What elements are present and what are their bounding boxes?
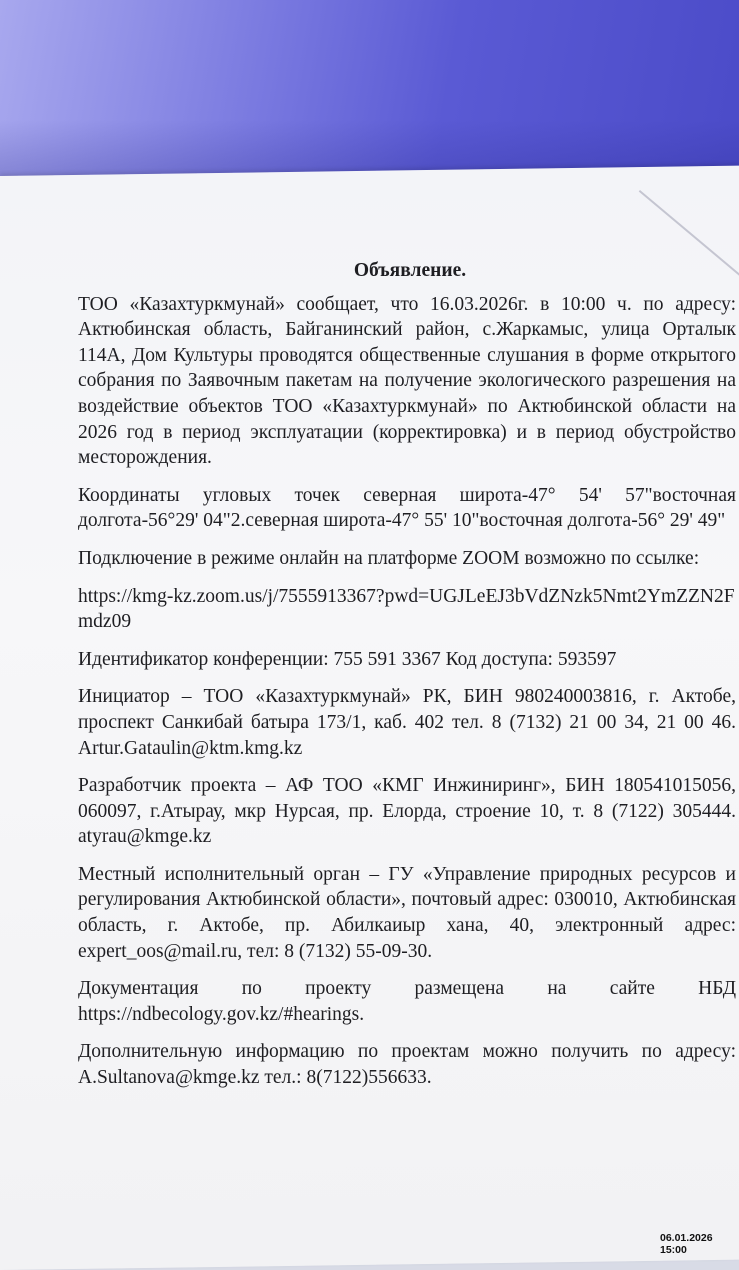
additional-info-paragraph: Дополнительную информацию по проектам можно получить по адресу: A.Sultanova@kmge.kz тел.: 8(7122)556633. <box>78 1041 736 1089</box>
announcement-document <box>78 258 736 1103</box>
document-title: Объявление. <box>353 260 467 281</box>
developer-paragraph: Разработчик проекта – АФ ТОО «КМГ Инжиниринг», БИН 180541015056, 060097, г.Атырау, мкр Нурсая, пр. Елорда, строение 10, т. 8 (7122) 305444. atyrau@kmge.kz <box>78 775 736 848</box>
photo-time: 15:00 <box>660 1244 687 1256</box>
initiator-paragraph: Инициатор – ТОО «Казахтуркмунай» РК, БИН 980240003816, г. Актобе, проспект Санкибай батыра 173/1, каб. 402 тел. 8 (7132) 21 00 34, 21 00 46. Artur.Gataulin@ktm.kmg.kz <box>78 686 736 759</box>
intro-paragraph: ТОО «Казахтуркмунай» сообщает, что 16.03.2026г. в 10:00 ч. по адресу: Актюбинская область, Байганинский район, с.Жаркамыс, улица Орталык 114А, Дом Культуры проводятся общественные слушания в форме открытого собрания по Заявочным пакетам на получение экологического разрешения на воздействие объектов ТОО «Казахтуркмунай» по Актюбинской области на 2026 год в период эксплуатации (корректировка) и в период обустройство месторождения. <box>78 293 736 469</box>
online-connection-paragraph: Подключение в режиме онлайн на платформе ZOOM возможно по ссылке: <box>78 547 700 569</box>
documentation-paragraph: Документация по проекту размещена на сайте НБД https://ndbecology.gov.kz/#hearings. <box>78 978 736 1025</box>
coordinates-paragraph: Координаты угловых точек северная широта-47° 54' 57"восточная долгота-56°29' 04"2.северная широта-47° 55' 10"восточная долгота-56° 29' 49" <box>78 484 736 532</box>
photo-date: 06.01.2026 <box>660 1232 713 1244</box>
conference-id-paragraph: Идентификатор конференции: 755 591 3367 Код доступа: 593597 <box>78 648 617 670</box>
local-authority-paragraph: Местный исполнительный орган – ГУ «Управление природных ресурсов и регулирования Актюбинской области», почтовый адрес: 030010, Актюбинская область, г. Актобе, пр. Абилкаиыр хана, 40, электронный адрес: expert_oos@mail.ru, тел: 8 (7132) 55-09-30. <box>78 863 736 962</box>
zoom-link[interactable]: https://kmg-kz.zoom.us/j/7555913367?pwd=UGJLeEJ3bVdZNzk5Nmt2YmZZN2Fmdz09 <box>78 585 735 633</box>
photo-timestamp <box>660 1232 735 1256</box>
